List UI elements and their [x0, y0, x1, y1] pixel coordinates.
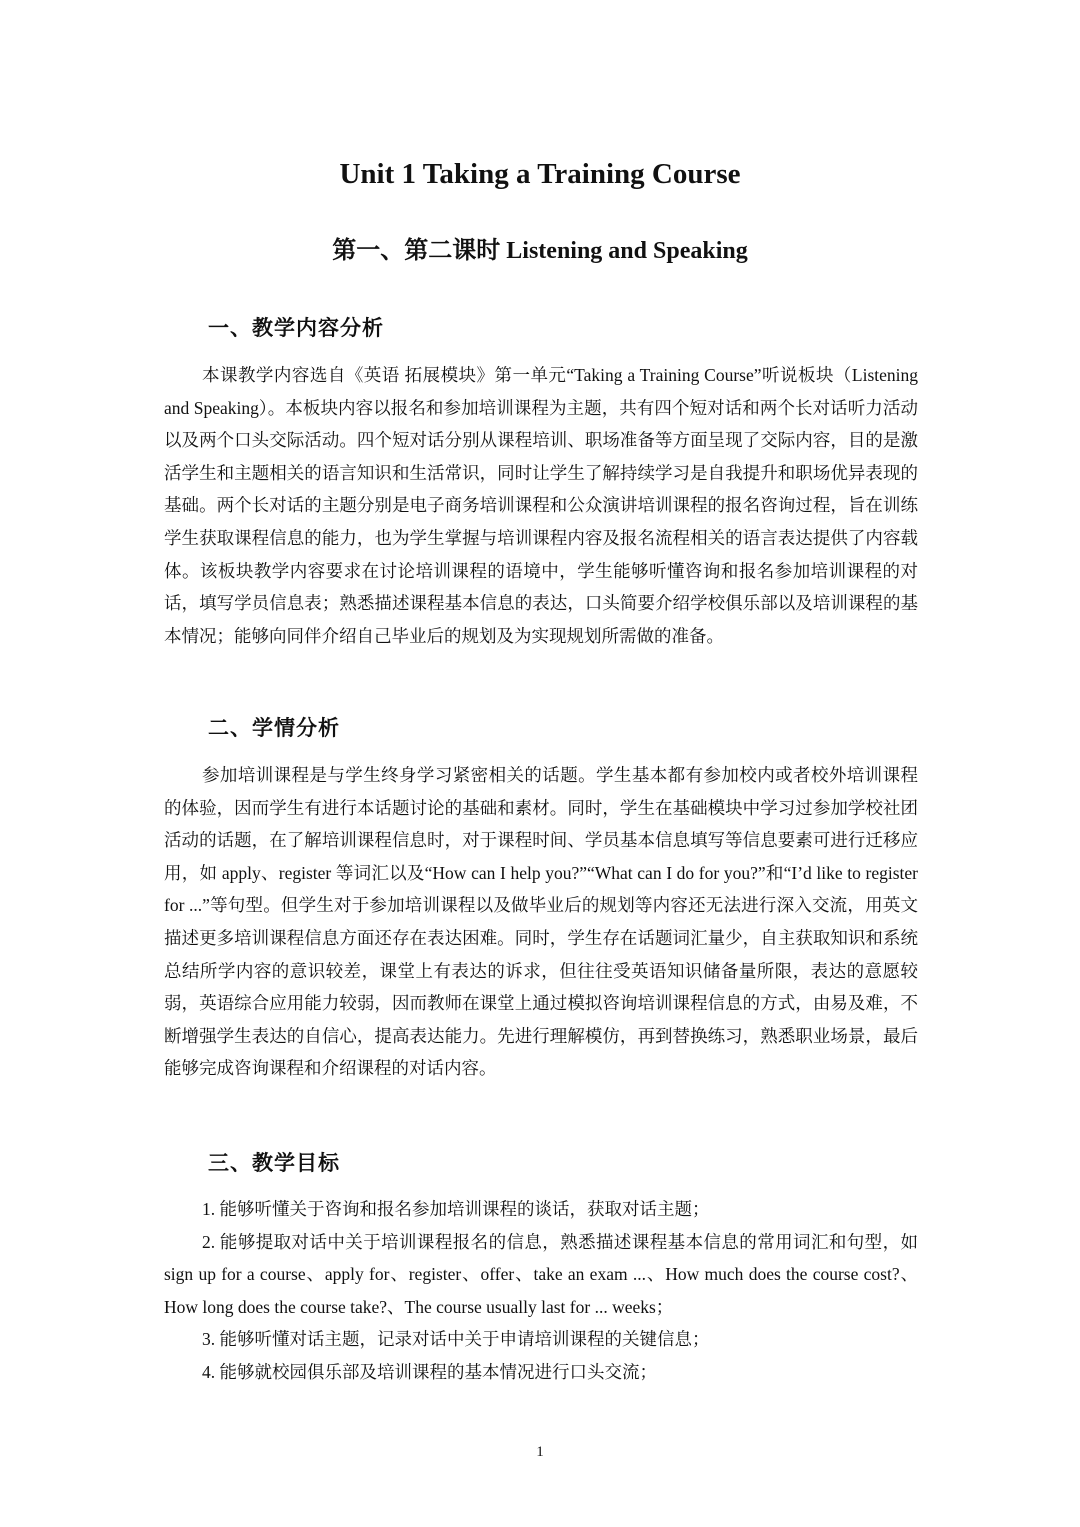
objectives-list — [164, 1193, 918, 1389]
section-heading-learner-analysis: 二、学情分析 — [208, 716, 340, 740]
document-title: Unit 1 Taking a Training Course — [339, 158, 741, 190]
section-heading-teaching-objectives: 三、教学目标 — [208, 1151, 340, 1175]
document-subtitle: 第一、第二课时 Listening and Speaking — [332, 238, 748, 264]
list-item: 4. 能够就校园俱乐部及培训课程的基本情况进行口头交流； — [202, 1361, 657, 1382]
section-paragraph-learner-analysis: 参加培训课程是与学生终身学习紧密相关的话题。学生基本都有参加校内或者校外培训课程的体验，因而学生有进行本话题讨论的基础和素材。同时，学生在基础模块中学习过参加学校社团活动的话题，在了解培训课程信息时，对于课程时间、学员基本信息填写等信息要素可进行迁移应用，如 apply、register 等词汇以及“How can I help you?”“What can I do for you?”和“I’d like to register for ...”等句型。但学生对于参加培训课程以及做毕业后的规划等内容还无法进行深入交流，用英文描述更多培训课程信息方面还存在表达困难。同时，学生存在话题词汇量少，自主获取知识和系统总结所学内容的意识较差，课堂上有表达的诉求，但往往受英语知识储备量所限，表达的意愿较弱，英语综合应用能力较弱，因而教师在课堂上通过模拟咨询培训课程信息的方式，由易及难，不断增强学生表达的自信心，提高表达能力。先进行理解模仿，再到替换练习，熟悉职业场景，最后能够完成咨询课程和介绍课程的对话内容。 — [164, 765, 918, 1079]
list-item: 3. 能够听懂对话主题，记录对话中关于申请培训课程的关键信息； — [202, 1329, 710, 1350]
list-item: 1. 能够听懂关于咨询和报名参加培训课程的谈话，获取对话主题； — [202, 1199, 710, 1219]
section-heading-content-analysis: 一、教学内容分析 — [208, 316, 384, 340]
page-number: 1 — [536, 1444, 544, 1460]
list-item: 2. 能够提取对话中关于培训课程报名的信息，熟悉描述课程基本信息的常用词汇和句型，如 sign up for a course、apply for、register、offer、take an exam ...、How much does the course cost?、How long does the course take?、The course usually last for ... weeks； — [164, 1231, 918, 1317]
section-paragraph-content-analysis: 本课教学内容选自《英语 拓展模块》第一单元“Taking a Training Course”听说板块（Listening and Speaking）。本板块内容以报名和参加培训课程为主题，共有四个短对话和两个长对话听力活动以及两个口头交际活动。四个短对话分别从课程培训、职场准备等方面呈现了交际内容，目的是激活学生和主题相关的语言知识和生活常识，同时让学生了解持续学习是自我提升和职场优异表现的基础。两个长对话的主题分别是电子商务培训课程和公众演讲培训课程的报名咨询过程，旨在训练学生获取课程信息的能力，也为学生掌握与培训课程内容及报名流程相关的语言表达提供了内容载体。该板块教学内容要求在讨论培训课程的语境中，学生能够听懂咨询和报名参加培训课程的对话，填写学员信息表；熟悉描述课程基本信息的表达，口头简要介绍学校俱乐部以及培训课程的基本情况；能够向同伴介绍自己毕业后的规划及为实现规划所需做的准备。 — [164, 365, 918, 646]
